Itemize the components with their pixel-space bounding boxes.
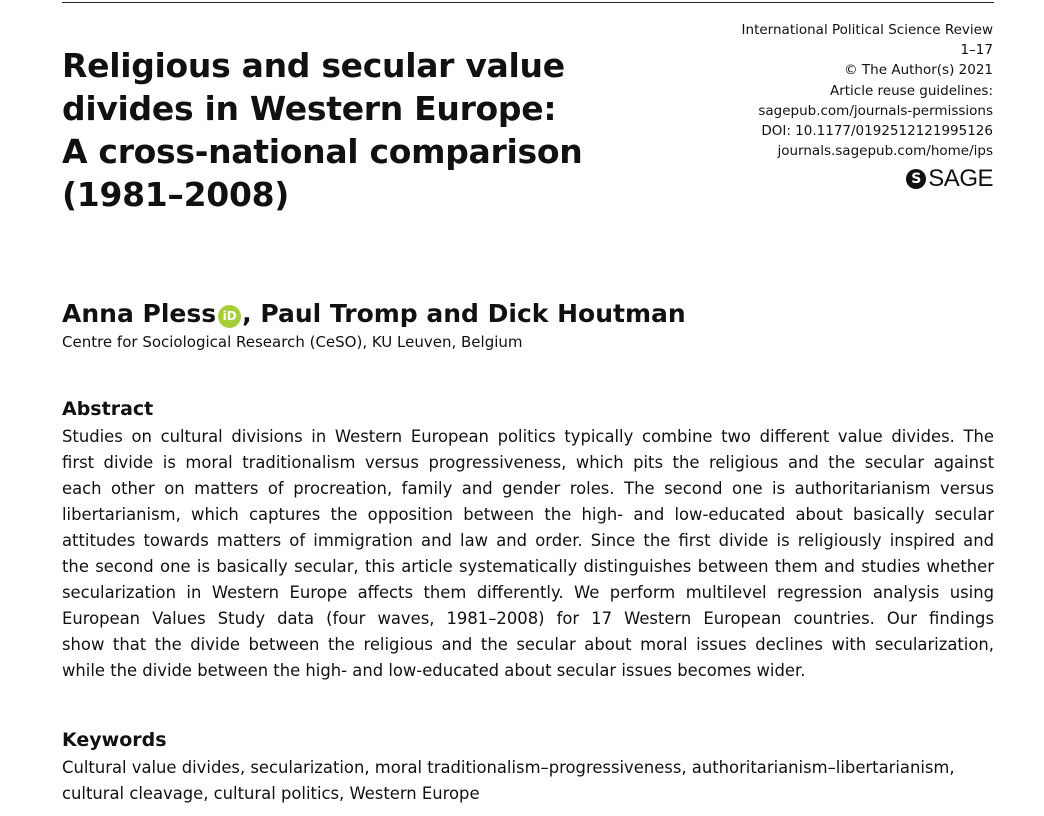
doi[interactable]: DOI: 10.1177/0192512121995126	[761, 123, 993, 140]
journal-home-link[interactable]: journals.sagepub.com/home/ips	[777, 143, 993, 160]
abstract-heading: Abstract	[62, 398, 154, 420]
page-range: 1–17	[960, 42, 993, 59]
journal-name: International Political Science Review	[741, 22, 993, 38]
author-first: Anna Pless	[62, 299, 217, 328]
abstract-line: libertarianism, which captures the opposition between the high- and low-educated about basically secular	[62, 505, 994, 524]
top-rule	[62, 2, 994, 3]
journal-meta	[673, 20, 993, 161]
affiliation: Centre for Sociological Research (CeSO), KU Leuven, Belgium	[62, 333, 523, 351]
abstract-line: Studies on cultural divisions in Western European politics typically combine two different value divides. The	[62, 427, 994, 446]
author-list	[62, 297, 686, 331]
keywords-text	[62, 755, 994, 807]
reuse-link[interactable]: sagepub.com/journals-permissions	[758, 102, 993, 119]
abstract-line: attitudes towards matters of immigration and law and order. Since the first divide is religiously inspired and	[62, 531, 994, 550]
title-line: Religious and secular value	[62, 46, 565, 85]
abstract-line: European Values Study data (four waves, 1981–2008) for 17 Western European countries. Our findings	[62, 609, 994, 628]
abstract-line: while the divide between the high- and low-educated about secular issues becomes wider.	[62, 661, 806, 680]
reuse-label: Article reuse guidelines:	[829, 82, 993, 99]
abstract-line: the second one is basically secular, this article systematically distinguishes between them and studies whether	[62, 557, 994, 576]
title-line: divides in Western Europe:	[62, 89, 557, 128]
copyright: © The Author(s) 2021	[844, 62, 993, 79]
title-line: A cross-national comparison	[62, 132, 583, 171]
sage-wordmark: SAGE	[928, 165, 993, 192]
sage-logo	[906, 166, 993, 192]
abstract-line: show that the divide between the religious and the secular about moral issues declines with secularization,	[62, 635, 994, 654]
abstract-line: each other on matters of procreation, family and gender roles. The second one is authoritarianism versus	[62, 479, 994, 498]
keywords-line: Cultural value divides, secularization, moral traditionalism–progressiveness, authoritarianism–libertarianism,	[62, 758, 955, 777]
abstract-text	[62, 424, 994, 684]
abstract-line: first divide is moral traditionalism versus progressiveness, which pits the religious and the secular against	[62, 453, 994, 472]
title-line: (1981–2008)	[62, 175, 290, 214]
author-rest: , Paul Tromp and Dick Houtman	[242, 299, 686, 328]
sage-s-icon: S	[906, 169, 926, 189]
abstract-line: secularization in Western Europe affects them differently. We perform multilevel regression analysis using	[62, 583, 994, 602]
keywords-heading: Keywords	[62, 729, 167, 751]
keywords-line: cultural cleavage, cultural politics, Western Europe	[62, 784, 480, 803]
article-title	[62, 44, 622, 216]
orcid-icon[interactable]: iD	[218, 305, 241, 328]
